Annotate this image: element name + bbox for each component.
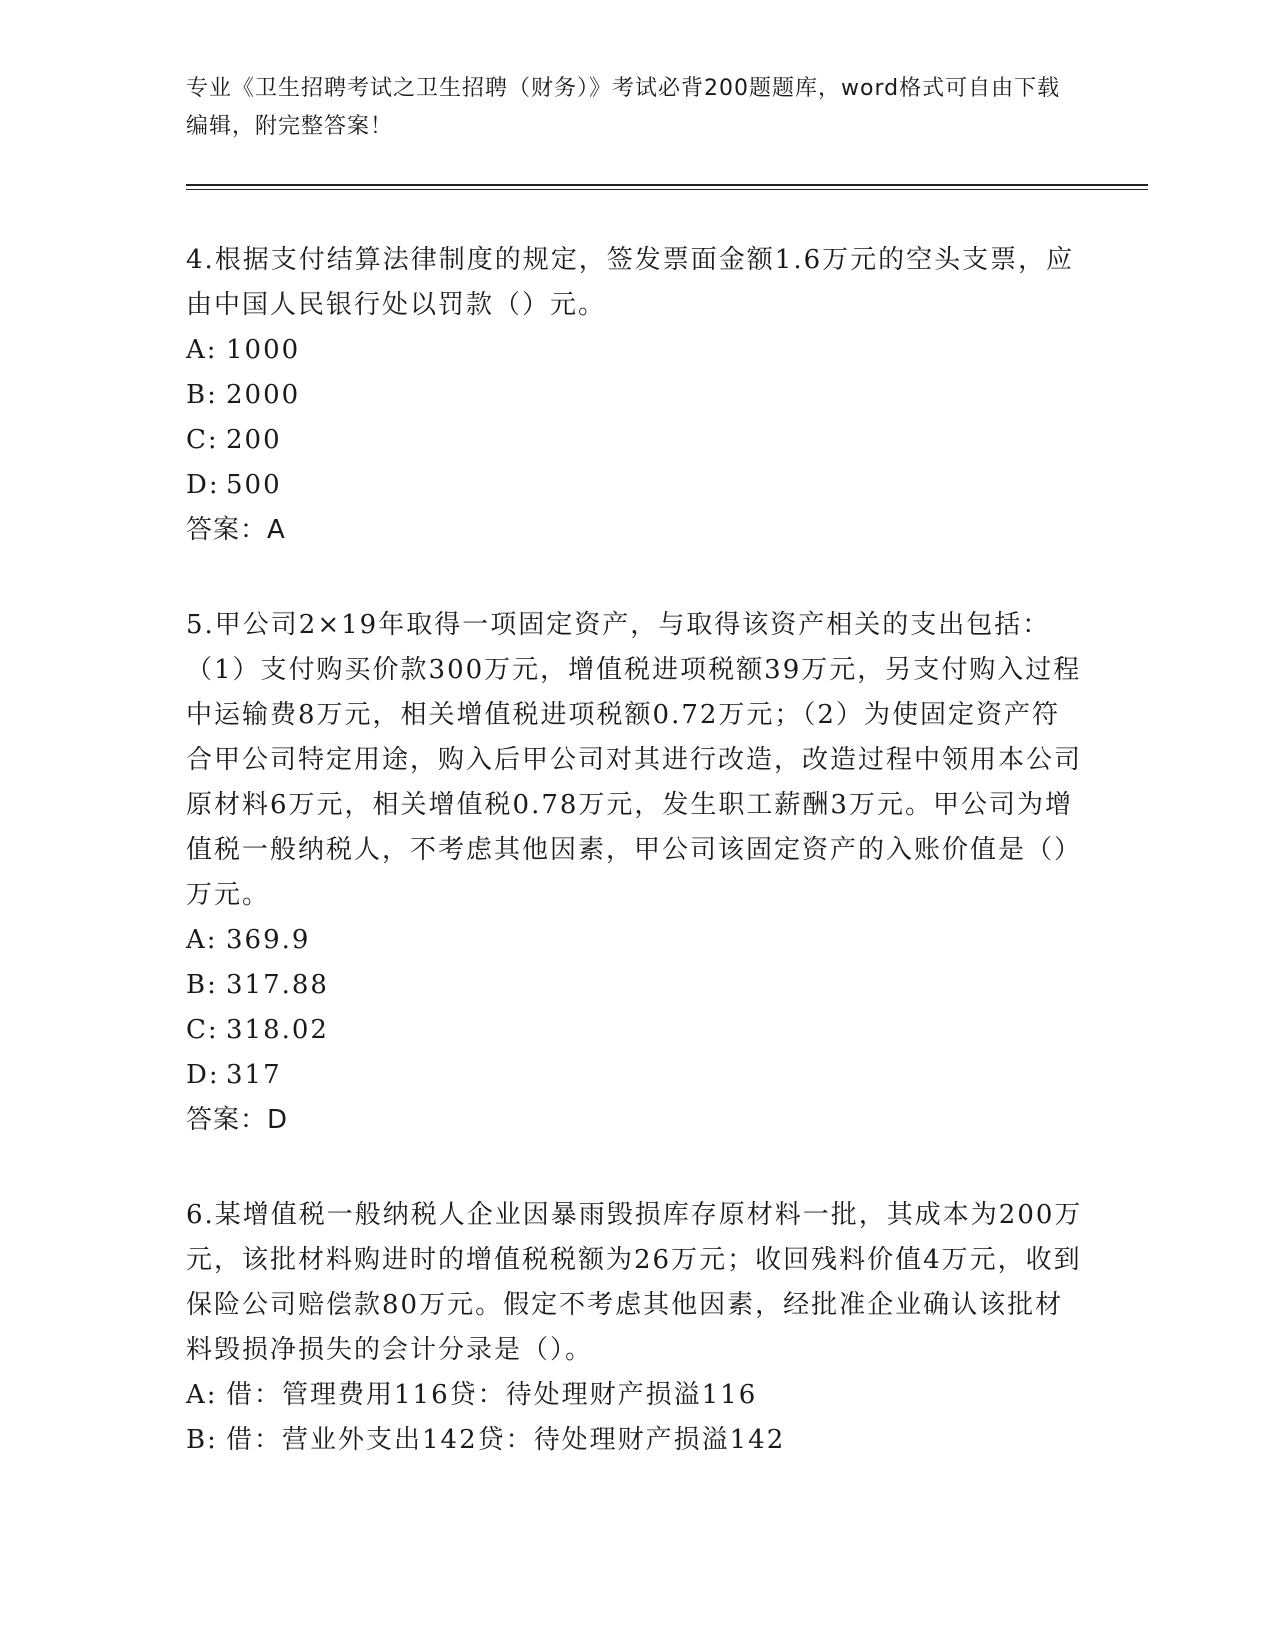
option-a — [186, 918, 1156, 963]
option-letter: B: — [186, 380, 218, 410]
question-6 — [186, 1193, 1156, 1463]
question-5 — [186, 603, 1156, 1143]
option-letter: B: — [186, 970, 218, 1000]
option-text: 借：营业外支出142贷：待处理财产损溢142 — [226, 1425, 786, 1455]
option-c — [186, 418, 1156, 463]
answer-line: 答案：D — [186, 1105, 289, 1135]
option-d — [186, 1053, 1156, 1098]
option-letter: A: — [186, 1380, 218, 1410]
option-a — [186, 1373, 1156, 1418]
option-text: 317 — [226, 1060, 282, 1090]
option-d — [186, 463, 1156, 508]
option-letter: D: — [186, 470, 220, 500]
option-text: 318.02 — [226, 1015, 329, 1045]
option-b — [186, 963, 1156, 1008]
option-letter: D: — [186, 1060, 220, 1090]
option-b — [186, 373, 1156, 418]
option-text: 200 — [226, 425, 282, 455]
option-text: 借：管理费用116贷：待处理财产损溢116 — [226, 1380, 758, 1410]
option-c — [186, 1008, 1156, 1053]
answer-line: 答案：A — [186, 515, 286, 545]
option-text: 2000 — [226, 380, 301, 410]
question-list — [186, 238, 1156, 1463]
option-a — [186, 328, 1156, 373]
option-letter: A: — [186, 925, 218, 955]
option-text: 317.88 — [226, 970, 329, 1000]
option-letter: B: — [186, 1425, 218, 1455]
question-stem: 5.甲公司2×19年取得一项固定资产，与取得该资产相关的支出包括：（1）支付购买价款300万元，增值税进项税额39万元，另支付购入过程中运输费8万元，相关增值税进项税额0.72万元；（2）为使固定资产符合甲公司特定用途，购入后甲公司对其进行改造，改造过程中领用本公司原材料6万元，相关增值税0.78万元，发生职工薪酬3万元。甲公司为增值税一般纳税人，不考虑其他因素，甲公司该固定资产的入账价值是（）万元。 — [186, 610, 1083, 910]
header-divider — [186, 184, 1148, 190]
option-text: 1000 — [226, 335, 301, 365]
option-letter: A: — [186, 335, 218, 365]
document-header: 专业《卫生招聘考试之卫生招聘（财务）》考试必背200题题库，word格式可自由下载编辑，附完整答案！ — [186, 76, 1061, 139]
option-letter: C: — [186, 1015, 219, 1045]
question-stem: 6.某增值税一般纳税人企业因暴雨毁损库存原材料一批，其成本为200万元，该批材料购进时的增值税税额为26万元；收回残料价值4万元，收到保险公司赔偿款80万元。假定不考虑其他因素，经批准企业确认该批材料毁损净损失的会计分录是（）。 — [186, 1200, 1083, 1365]
option-letter: C: — [186, 425, 219, 455]
option-text: 500 — [226, 470, 282, 500]
question-stem: 4.根据支付结算法律制度的规定，签发票面金额1.6万元的空头支票，应由中国人民银行处以罚款（）元。 — [186, 245, 1075, 320]
question-4 — [186, 238, 1156, 553]
document-page — [186, 70, 1156, 1513]
option-text: 369.9 — [226, 925, 311, 955]
option-b — [186, 1418, 1156, 1463]
